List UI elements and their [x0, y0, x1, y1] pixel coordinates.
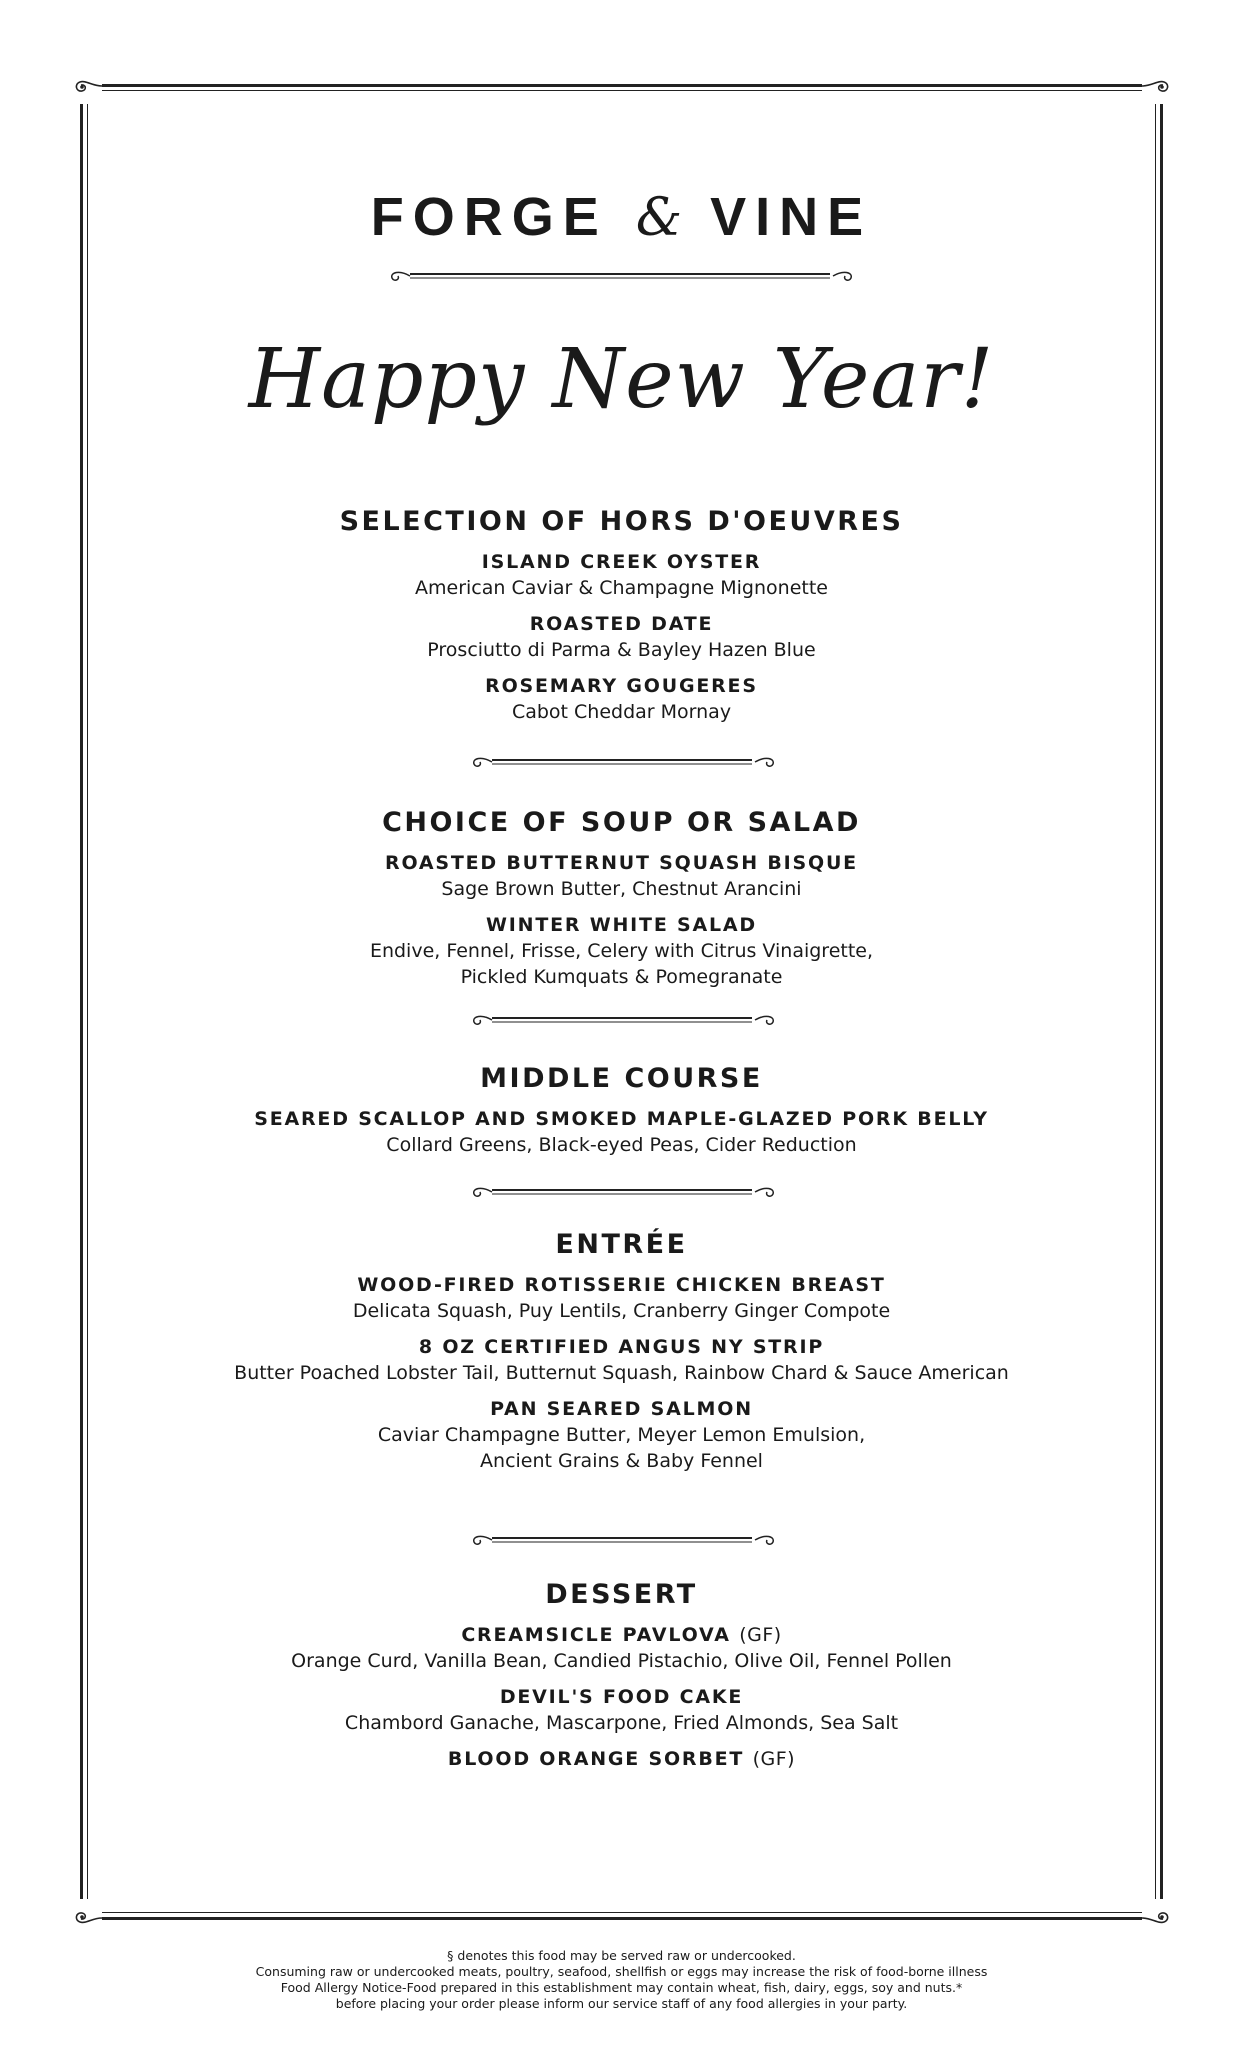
menu-item — [0, 611, 1243, 663]
footer-line: Consuming raw or undercooked meats, poultry, seafood, shellfish or eggs may increase the risk of food-borne illness — [255, 1964, 988, 1979]
item-name: ISLAND CREEK OYSTER — [481, 551, 762, 573]
menu-item — [0, 1684, 1243, 1736]
menu-item — [0, 1622, 1243, 1674]
item-name-row — [0, 1746, 1243, 1772]
item-description: Pickled Kumquats & Pomegranate — [460, 966, 783, 988]
item-description: Ancient Grains & Baby Fennel — [480, 1450, 763, 1472]
section-dessert — [0, 1578, 1243, 1782]
item-description: Orange Curd, Vanilla Bean, Candied Pistachio, Olive Oil, Fennel Pollen — [291, 1650, 952, 1672]
item-name: WOOD-FIRED ROTISSERIE CHICKEN BREAST — [357, 1274, 886, 1296]
menu-item — [0, 850, 1243, 902]
ornamental-divider — [0, 752, 1243, 772]
item-description: Endive, Fennel, Frisse, Celery with Citrus Vinaigrette, — [369, 940, 874, 962]
section-middle-course — [0, 1062, 1243, 1168]
brand-ampersand: & — [635, 188, 683, 248]
item-name-row — [0, 1622, 1243, 1648]
item-name: WINTER WHITE SALAD — [486, 914, 757, 936]
menu-item — [0, 1272, 1243, 1324]
item-name: ROSEMARY GOUGERES — [485, 675, 758, 697]
item-description: Sage Brown Butter, Chestnut Arancini — [441, 878, 802, 900]
brand-name-right: VINE — [710, 187, 873, 247]
section-title: SELECTION OF HORS D'OEUVRES — [339, 506, 904, 537]
section-title: MIDDLE COURSE — [480, 1063, 763, 1094]
footer-line: before placing your order please inform our service staff of any food allergies in your party. — [335, 1996, 908, 2011]
greeting-heading: Happy New Year! — [248, 332, 995, 427]
item-description: Collard Greens, Black-eyed Peas, Cider Reduction — [386, 1134, 857, 1156]
allergy-footer — [0, 1948, 1243, 2012]
brand-name-left: FORGE — [370, 187, 608, 247]
menu-item — [0, 912, 1243, 990]
menu-item — [0, 549, 1243, 601]
item-name: SEARED SCALLOP AND SMOKED MAPLE-GLAZED PORK BELLY — [254, 1108, 989, 1130]
dietary-note: (GF) — [752, 1748, 796, 1770]
section-title: CHOICE OF SOUP OR SALAD — [382, 807, 861, 838]
item-description: Prosciutto di Parma & Bayley Hazen Blue — [427, 639, 816, 661]
item-name: ROASTED BUTTERNUT SQUASH BISQUE — [385, 852, 858, 874]
ornamental-divider — [0, 1530, 1243, 1550]
section-soup-or-salad — [0, 806, 1243, 1000]
section-title: ENTRÉE — [555, 1229, 688, 1260]
item-name: DEVIL'S FOOD CAKE — [499, 1686, 744, 1708]
item-name: ROASTED DATE — [529, 613, 714, 635]
ornamental-divider — [0, 1010, 1243, 1030]
ornamental-divider — [0, 266, 1243, 286]
menu-item — [0, 1334, 1243, 1386]
section-hors-doeuvres — [0, 505, 1243, 735]
item-description: American Caviar & Champagne Mignonette — [415, 577, 828, 599]
section-entree — [0, 1228, 1243, 1484]
section-title: DESSERT — [545, 1579, 698, 1610]
item-name: CREAMSICLE PAVLOVA — [461, 1624, 731, 1646]
ornamental-divider — [0, 1182, 1243, 1202]
item-description: Caviar Champagne Butter, Meyer Lemon Emulsion, — [377, 1424, 866, 1446]
menu-item — [0, 1396, 1243, 1474]
item-description: Chambord Ganache, Mascarpone, Fried Almonds, Sea Salt — [344, 1712, 899, 1734]
footer-line: § denotes this food may be served raw or undercooked. — [447, 1948, 796, 1963]
item-name: PAN SEARED SALMON — [490, 1398, 753, 1420]
item-description: Cabot Cheddar Mornay — [511, 701, 732, 723]
item-description: Delicata Squash, Puy Lentils, Cranberry Ginger Compote — [352, 1300, 891, 1322]
menu-item — [0, 1106, 1243, 1158]
footer-line: Food Allergy Notice-Food prepared in this establishment may contain wheat, fish, dairy, eggs, soy and nuts.* — [280, 1980, 963, 1995]
menu-item — [0, 1746, 1243, 1772]
item-name: BLOOD ORANGE SORBET — [447, 1748, 745, 1770]
dietary-note: (GF) — [739, 1624, 782, 1646]
item-description: Butter Poached Lobster Tail, Butternut Squash, Rainbow Chard & Sauce American — [234, 1362, 1009, 1384]
menu-item — [0, 673, 1243, 725]
brand-logo — [0, 187, 1243, 248]
item-name: 8 OZ CERTIFIED ANGUS NY STRIP — [418, 1336, 825, 1358]
